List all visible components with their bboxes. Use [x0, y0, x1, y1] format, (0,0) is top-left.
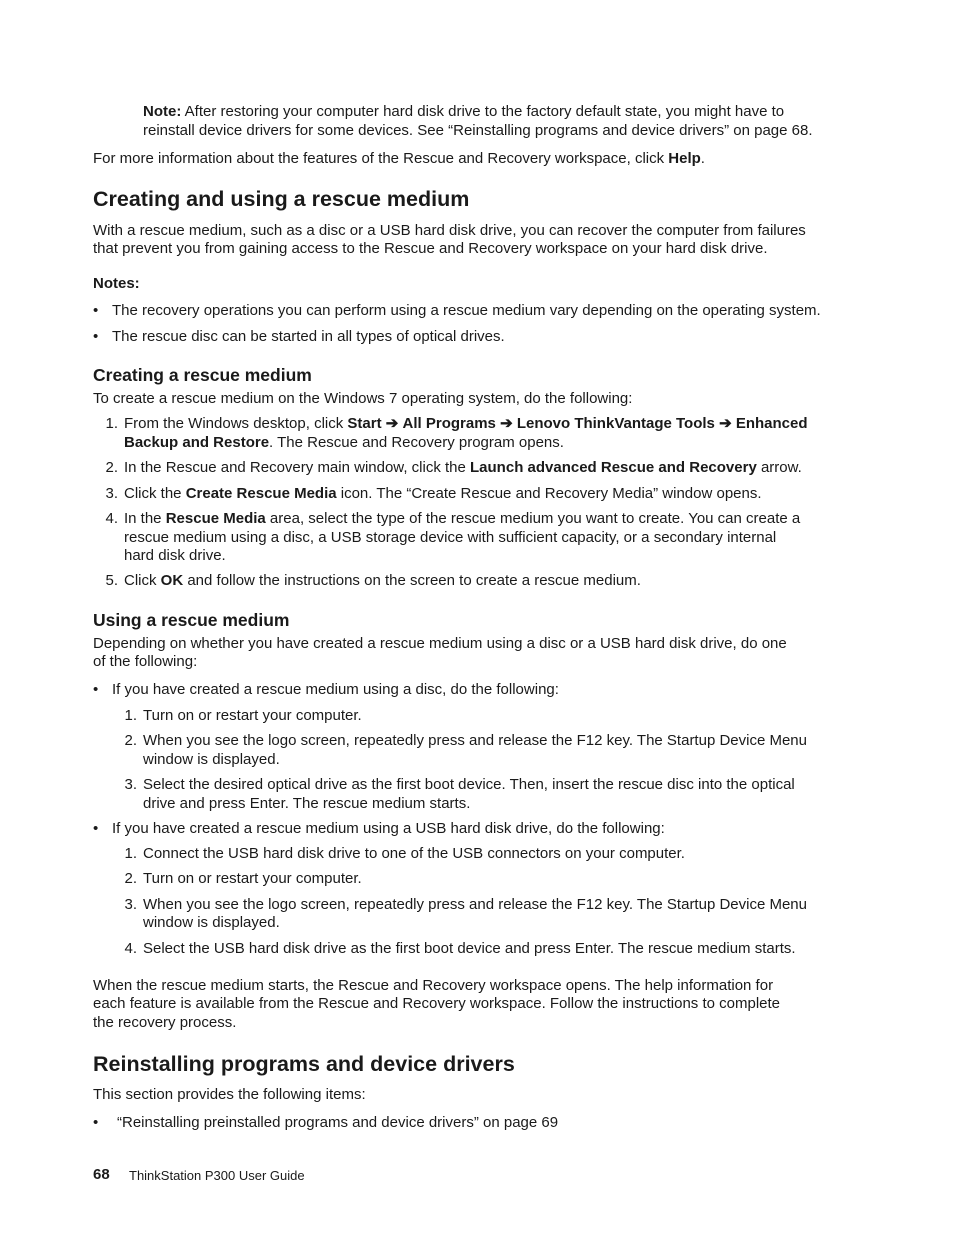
disc-step-2-line-1: When you see the logo screen, repeatedly press and release the F12 key. The Startup Device Menu	[143, 732, 807, 749]
arrow-icon: ➔	[385, 415, 399, 432]
heading-creating-rescue-medium: Creating a rescue medium	[93, 365, 312, 385]
step-number: 1.	[124, 707, 137, 724]
arrow-icon: ➔	[500, 415, 513, 432]
step-number: 1.	[105, 415, 118, 432]
step-number: 2.	[124, 870, 137, 887]
step-number: 1.	[124, 845, 137, 862]
heading-reinstalling-programs: Reinstalling programs and device drivers	[93, 1052, 515, 1076]
step-number: 2.	[124, 732, 137, 749]
closing-line-3: the recovery process.	[93, 1014, 237, 1031]
heading-using-rescue-medium: Using a rescue medium	[93, 610, 290, 630]
create-step-1-line-1: From the Windows desktop, click Start ➔ All Programs ➔ Lenovo ThinkVantage Tools ➔ Enhanced	[124, 415, 808, 432]
bullet-icon: •	[93, 1114, 99, 1131]
section2-intro: This section provides the following items:	[93, 1086, 366, 1103]
create-step-2: In the Rescue and Recovery main window, click the Launch advanced Rescue and Recovery arrow.	[124, 459, 802, 476]
step-number: 5.	[105, 572, 118, 589]
step-number: 4.	[105, 510, 118, 527]
step-number: 2.	[105, 459, 118, 476]
note-item-1: The recovery operations you can perform using a rescue medium vary depending on the operating system.	[112, 302, 821, 319]
create-step-5: Click OK and follow the instructions on the screen to create a rescue medium.	[124, 572, 641, 589]
step-number: 3.	[124, 896, 137, 913]
closing-line-1: When the rescue medium starts, the Rescue and Recovery workspace opens. The help information for	[93, 977, 774, 994]
more-info-paragraph: For more information about the features of the Rescue and Recovery workspace, click Help.	[93, 150, 705, 167]
use-intro-line-2: of the following:	[93, 653, 198, 670]
usb-step-1: Connect the USB hard disk drive to one of the USB connectors on your computer.	[143, 845, 685, 862]
footer-title: ThinkStation P300 User Guide	[129, 1168, 305, 1183]
section1-intro-line-1: With a rescue medium, such as a disc or a USB hard disk drive, you can recover the computer from failures	[93, 222, 806, 239]
create-step-1-line-2: Backup and Restore. The Rescue and Recovery program opens.	[124, 434, 564, 451]
disc-step-3-line-1: Select the desired optical drive as the first boot device. Then, insert the rescue disc into the optical	[143, 776, 795, 793]
create-intro: To create a rescue medium on the Windows 7 operating system, do the following:	[93, 390, 633, 407]
disc-step-1: Turn on or restart your computer.	[143, 707, 362, 724]
usb-step-3-line-1: When you see the logo screen, repeatedly press and release the F12 key. The Startup Device Menu	[143, 896, 807, 913]
notes-label: Notes:	[93, 275, 140, 292]
use-intro-line-1: Depending on whether you have created a rescue medium using a disc or a USB hard disk drive, do one	[93, 635, 787, 652]
note-line-1: Note: After restoring your computer hard disk drive to the factory default state, you might have to	[143, 103, 785, 120]
arrow-icon: ➔	[719, 415, 732, 432]
create-step-4-line-3: hard disk drive.	[124, 547, 226, 564]
step-number: 3.	[124, 776, 137, 793]
bullet-icon: •	[93, 681, 99, 698]
page-number: 68	[93, 1166, 110, 1183]
disc-bullet: If you have created a rescue medium using a disc, do the following:	[112, 681, 559, 698]
usb-bullet: If you have created a rescue medium using a USB hard disk drive, do the following:	[112, 820, 665, 837]
step-number: 4.	[124, 940, 137, 957]
closing-line-2: each feature is available from the Rescue and Recovery workspace. Follow the instructions to complete	[93, 995, 781, 1012]
create-step-3: Click the Create Rescue Media icon. The “Create Rescue and Recovery Media” window opens.	[124, 485, 762, 502]
bullet-icon: •	[93, 328, 99, 345]
section1-intro-line-2: that prevent you from gaining access to the Rescue and Recovery workspace on your hard disk drive.	[93, 240, 768, 257]
bullet-icon: •	[93, 820, 99, 837]
note-label: Note:	[143, 103, 182, 120]
usb-step-4: Select the USB hard disk drive as the first boot device and press Enter. The rescue medium starts.	[143, 940, 796, 957]
usb-step-3-line-2: window is displayed.	[143, 914, 280, 931]
create-step-4-line-1: In the Rescue Media area, select the type of the rescue medium you want to create. You can create a	[124, 510, 801, 527]
note-line-2: reinstall device drivers for some devices. See “Reinstalling programs and device drivers” on page 68.	[143, 122, 813, 139]
note-item-2: The rescue disc can be started in all types of optical drives.	[112, 328, 505, 345]
section2-item-1: “Reinstalling preinstalled programs and device drivers” on page 69	[117, 1114, 559, 1131]
step-number: 3.	[105, 485, 118, 502]
usb-step-2: Turn on or restart your computer.	[143, 870, 362, 887]
disc-step-2-line-2: window is displayed.	[143, 751, 280, 768]
bullet-icon: •	[93, 302, 99, 319]
disc-step-3-line-2: drive and press Enter. The rescue medium starts.	[143, 795, 471, 812]
help-keyword: Help	[668, 150, 701, 167]
heading-creating-and-using-rescue-medium: Creating and using a rescue medium	[93, 187, 470, 211]
create-step-4-line-2: rescue medium using a disc, a USB storage device with sufficient capacity, or a secondary internal	[124, 529, 777, 546]
